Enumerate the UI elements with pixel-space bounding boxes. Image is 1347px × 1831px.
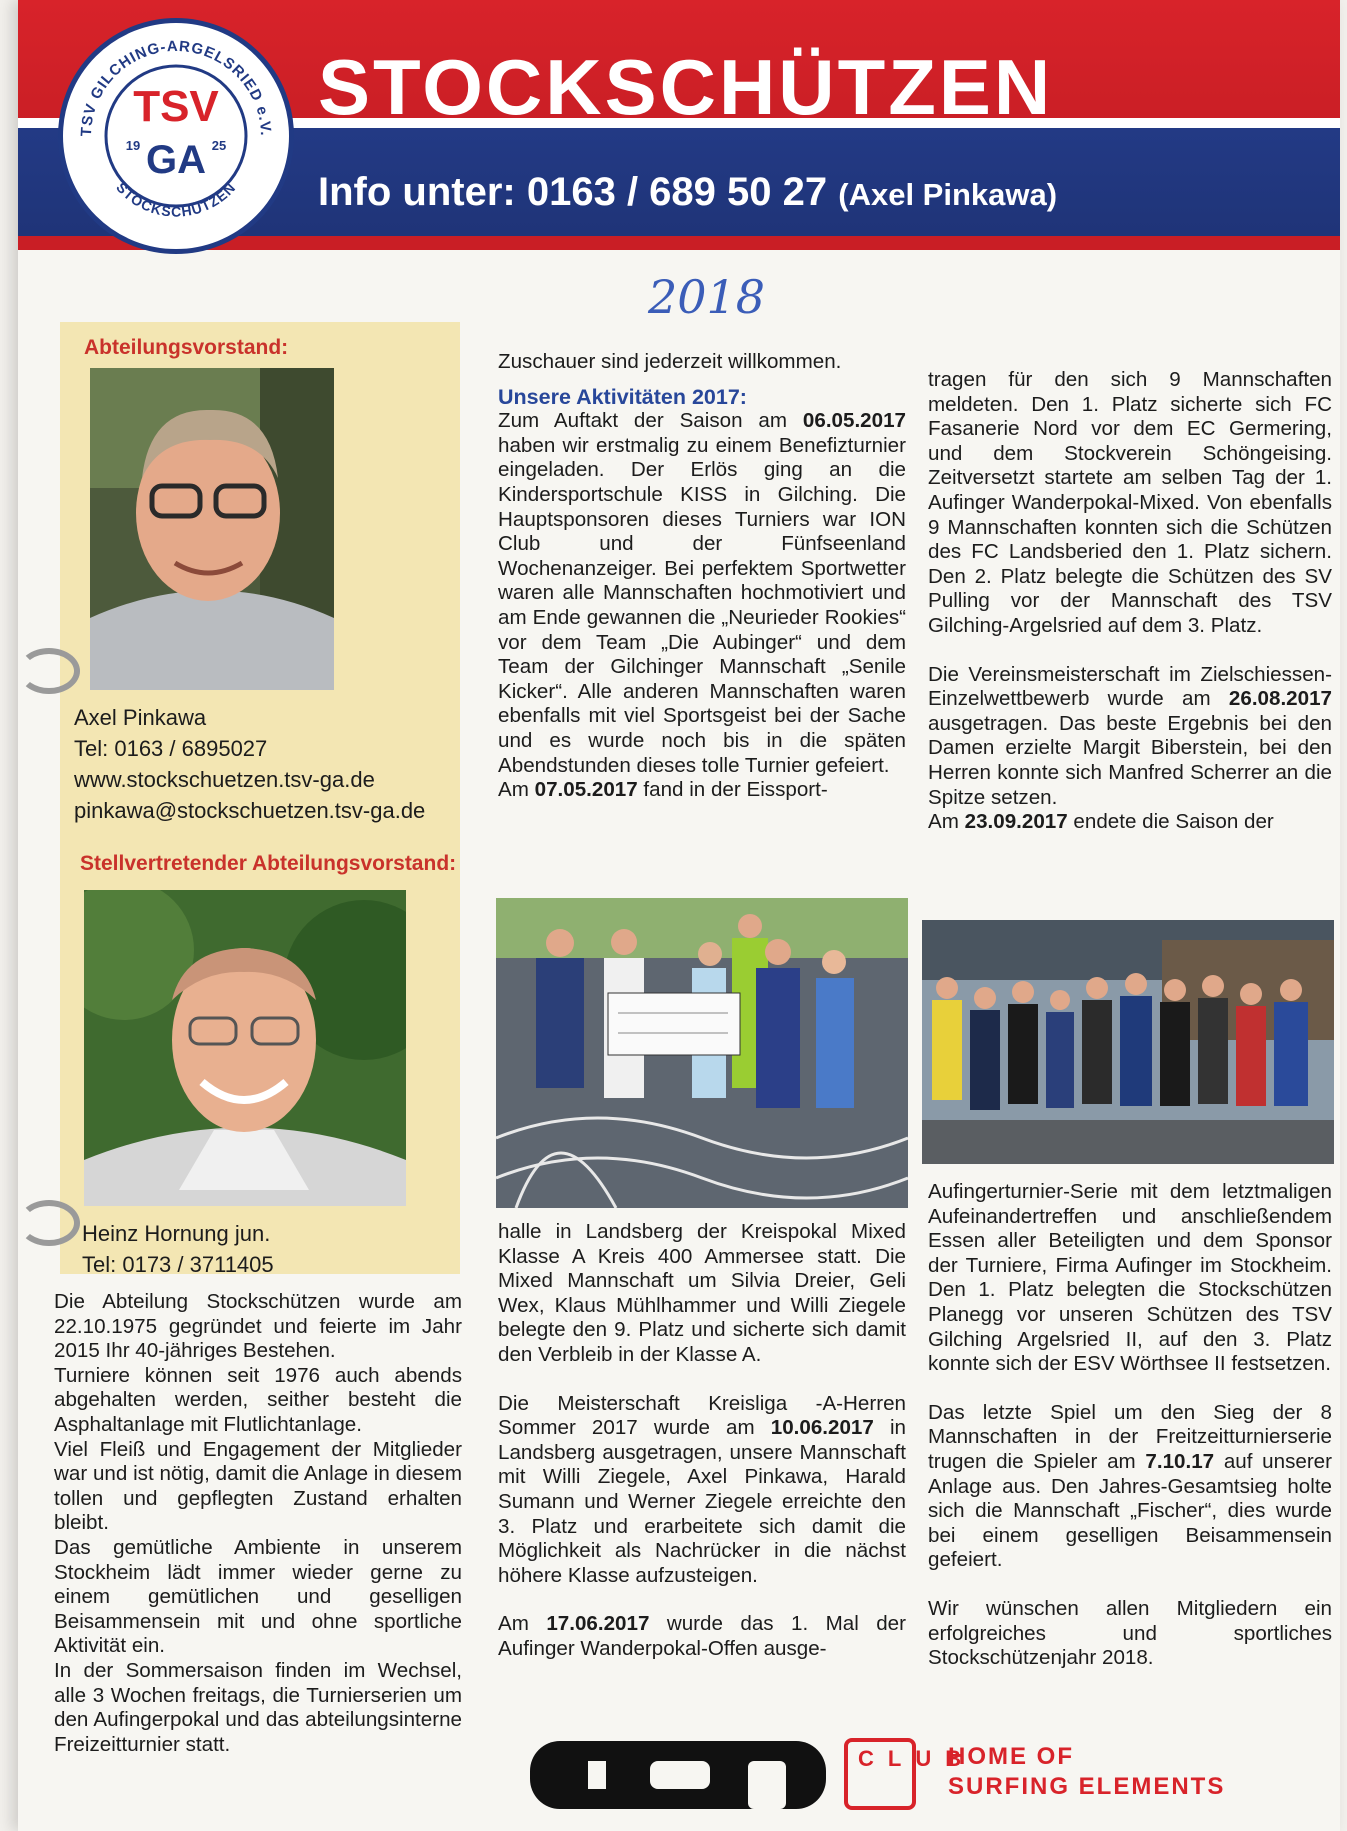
col3-p3-body: endete die Saison der xyxy=(1067,810,1274,834)
photo-axel-pinkawa xyxy=(90,368,334,690)
col2-intro: Zuschauer sind jederzeit willkommen. xyxy=(498,350,842,373)
col1-paragraph-1: Die Abteilung Stockschützen wurde am 22.10.1975 gegründet und feierte im Jahr 2015 Ihr 40-jähriges Bestehen. xyxy=(54,1290,462,1363)
tagline-line-2: SURFING ELEMENTS xyxy=(948,1773,1226,1800)
column-1-text xyxy=(54,1290,462,1757)
col2-p4-lead: Die Meisterschaft Kreisliga -A-Herren Sommer 2017 wurde am xyxy=(498,1391,906,1440)
person1-website-link[interactable]: www.stockschuetzen.tsv-ga.de xyxy=(74,767,375,792)
col2-p1-body: haben wir erstmalig zu einem Benefizturnier eingeladen. Der Erlös ging an die Kindersportschule KISS in Gilching. Die Hauptsponsoren dieses Turniers war ION Club und der Fünfseenland Wochenanzeiger. Bei perfektem Sportwetter waren alle Mannschaften hochmotiviert und am Ende gewannen die „Neurieder Rookies“ vor dem Team „Die Aubinger“ und dem Team der Gilchinger Mannschaft „Senile Kicker“. Alle anderen Mannschaften waren ebenfalls mit viel Sportsgeist bei der Sache und es wurde noch bis in die späten Abendstunden dieses tolle Turnier gefeiert. xyxy=(498,433,906,777)
board-heading: Abteilungsvorstand: xyxy=(84,336,289,359)
logo-bottom-ring-text: STOCKSCHÜTZEN xyxy=(113,179,239,220)
col3-paragraph-5 xyxy=(928,1401,1332,1573)
col2-p2-lead: Am xyxy=(498,778,535,802)
date-10-06-2017: 10.06.2017 xyxy=(770,1416,874,1440)
photo-benefit-check xyxy=(496,898,908,1208)
col2-paragraph-2 xyxy=(498,778,906,803)
logo-top-ring-text: TSV GILCHING-ARGELSRIED e.V. xyxy=(77,37,275,137)
col3-paragraph-2 xyxy=(928,663,1332,811)
date-26-08-2017: 26.08.2017 xyxy=(1228,687,1332,711)
logo-ga-letters: GA xyxy=(146,138,206,182)
contact-phone: Info unter: 0163 / 689 50 27 xyxy=(318,170,828,214)
ion-logo xyxy=(528,1735,828,1815)
club-badge: CLUB xyxy=(844,1738,916,1810)
person1-name: Axel Pinkawa xyxy=(74,705,207,730)
col2-paragraph-1 xyxy=(498,409,906,778)
col1-paragraph-2: Turniere können seit 1976 auch abends abgehalten werden, seither besteht die Asphaltanlage mit Flutlichtanlage. xyxy=(54,1363,462,1436)
binder-ring-bottom xyxy=(18,1200,80,1246)
date-07-05-2017: 07.05.2017 xyxy=(534,778,638,802)
person2-tel: Tel: 0173 / 3711405 xyxy=(82,1252,274,1277)
col3-p3-lead: Am xyxy=(928,810,965,834)
activities-heading: Unsere Aktivitäten 2017: xyxy=(498,384,747,409)
col3-p5-body: auf unserer Anlage aus. Den Jahres-Gesamtsieg holte sich die Mannschaft „Fischer“, dies wurde bei einem geselligen Beisammensein gefeiert. xyxy=(928,1449,1332,1572)
col2-p5-lead: Am xyxy=(498,1612,547,1636)
date-7-10-17: 7.10.17 xyxy=(1145,1449,1215,1473)
person1-contact xyxy=(74,702,425,826)
col3-paragraph-1: tragen für den sich 9 Mannschaften meldeten. Den 1. Platz sicherte sich FC Fasanerie Nord vor dem EC Germering, und dem Stockverein Schöngeising. Zeitversetzt startete am selben Tag der 1. Aufinger Wanderpokal-Mixed. Von ebenfalls 9 Mannschaften konnten sich die Schützen des FC Landsberied den 1. Platz sichern. Den 2. Platz belegte die Schützen des SV Pulling vor der Mannschaft des TSV Gilching-Argelsried auf dem 3. Platz. xyxy=(928,368,1332,637)
deputy-heading: Stellvertretender Abteilungsvorstand: xyxy=(80,852,457,875)
magazine-page xyxy=(18,0,1340,1831)
col3-paragraph-3 xyxy=(928,810,1332,835)
logo-tsv-letters: TSV xyxy=(133,82,219,131)
col2-p2-body: fand in der Eissport- xyxy=(637,778,828,802)
tagline-line-1: HOME OF xyxy=(948,1743,1074,1770)
col2-paragraph-5 xyxy=(498,1612,906,1661)
col3-p5-lead: Das letzte Spiel um den Sieg der 8 Mannschaften in der Freitzeitturnierserie trugen die Spieler am xyxy=(928,1400,1332,1473)
sidebar-board xyxy=(60,322,460,1277)
club-logo xyxy=(58,18,294,254)
col2-p1-lead: Zum Auftakt der Saison am xyxy=(498,409,803,433)
col3-paragraph-4: Aufingerturnier-Serie mit dem letztmaligen Aufeinandertreffen und anschließendem Essen aller Beteiligten und dem Sponsor der Turniere, Firma Aufinger im Stockheim. Den 1. Platz belegten die Stockschützen Planegg vor unseren Schützen des TSV Gilching Argelsried II, auf den 3. Platz konnte sich der ESV Wörthsee II festsetzen. xyxy=(928,1180,1332,1376)
logo-year-left: 19 xyxy=(125,138,141,153)
col2-p4-body: in Landsberg ausgetragen, unsere Mannschaft mit Willi Ziegele, Axel Pinkawa, Harald Sumann und Werner Ziegele erreichte den 3. Platz und erarbeitete sich damit die Möglichkeit als Nachrücker in die nächst höhere Klasse aufzusteigen. xyxy=(498,1416,906,1587)
contact-line xyxy=(318,170,1057,215)
photo-heinz-hornung xyxy=(84,890,406,1206)
sponsor-tagline xyxy=(948,1742,1225,1802)
person1-tel: Tel: 0163 / 6895027 xyxy=(74,736,268,761)
photo-team-group xyxy=(922,920,1334,1164)
date-17-06-2017: 17.06.2017 xyxy=(546,1612,650,1636)
col1-paragraph-3: Viel Fleiß und Engagement der Mitglieder war und ist nötig, damit die Anlage in diesem tollen und gepflegten Zustand erhalten bleibt. xyxy=(54,1437,462,1535)
column-3-top-text xyxy=(928,368,1332,835)
col2-p5-body: wurde das 1. Mal der Aufinger Wanderpokal-Offen ausge- xyxy=(498,1612,906,1660)
col1-paragraph-5: In der Sommersaison finden im Wechsel, alle 3 Wochen freitags, die Turnierserien um den Aufingerpokal und das abteilungsinterne Freizeitturnier statt. xyxy=(54,1658,462,1756)
person2-name: Heinz Hornung jun. xyxy=(82,1221,271,1246)
handwritten-year: 2018 xyxy=(648,270,766,324)
column-2-top-text xyxy=(498,350,906,803)
date-23-09-2017: 23.09.2017 xyxy=(964,810,1068,834)
column-2-bottom-text xyxy=(498,1220,906,1662)
date-06-05-2017: 06.05.2017 xyxy=(802,409,906,433)
contact-name: (Axel Pinkawa) xyxy=(838,177,1058,212)
binder-ring-top xyxy=(18,648,80,694)
logo-year-right: 25 xyxy=(211,138,227,153)
col3-paragraph-6: Wir wünschen allen Mitgliedern ein erfolgreiches und sportliches Stockschützenjahr 2018. xyxy=(928,1596,1332,1670)
col2-paragraph-4 xyxy=(498,1392,906,1589)
person2-contact xyxy=(82,1218,274,1280)
col1-paragraph-4: Das gemütliche Ambiente in unserem Stockheim lädt immer wieder gerne zu einem gemütlichen und geselligen Beisammensein mit und ohne sportliche Aktivität ein. xyxy=(54,1535,462,1658)
person1-email-link[interactable]: pinkawa@stockschuetzen.tsv-ga.de xyxy=(74,798,426,823)
page-title: STOCKSCHÜTZEN xyxy=(318,43,1054,131)
col3-p2-lead: Die Vereinsmeisterschaft im Zielschiessen-Einzelwettbewerb wurde am xyxy=(928,662,1332,711)
column-3-bottom-text xyxy=(928,1180,1332,1671)
svg-text:STOCKSCHÜTZEN xyxy=(113,179,239,220)
col3-p2-body: ausgetragen. Das beste Ergebnis bei den Damen erzielte Margit Biberstein, bei den Herren konnte sich Manfred Scherrer an die Spitze setzen. xyxy=(928,711,1332,809)
col2-paragraph-3: halle in Landsberg der Kreispokal Mixed Klasse A Kreis 400 Ammersee statt. Die Mixed Mannschaft um Silvia Dreier, Geli Wex, Klaus Mühlhammer und Willi Ziegele belegte den 9. Platz und sicherte sich damit den Verbleib in der Klasse A. xyxy=(498,1220,906,1366)
